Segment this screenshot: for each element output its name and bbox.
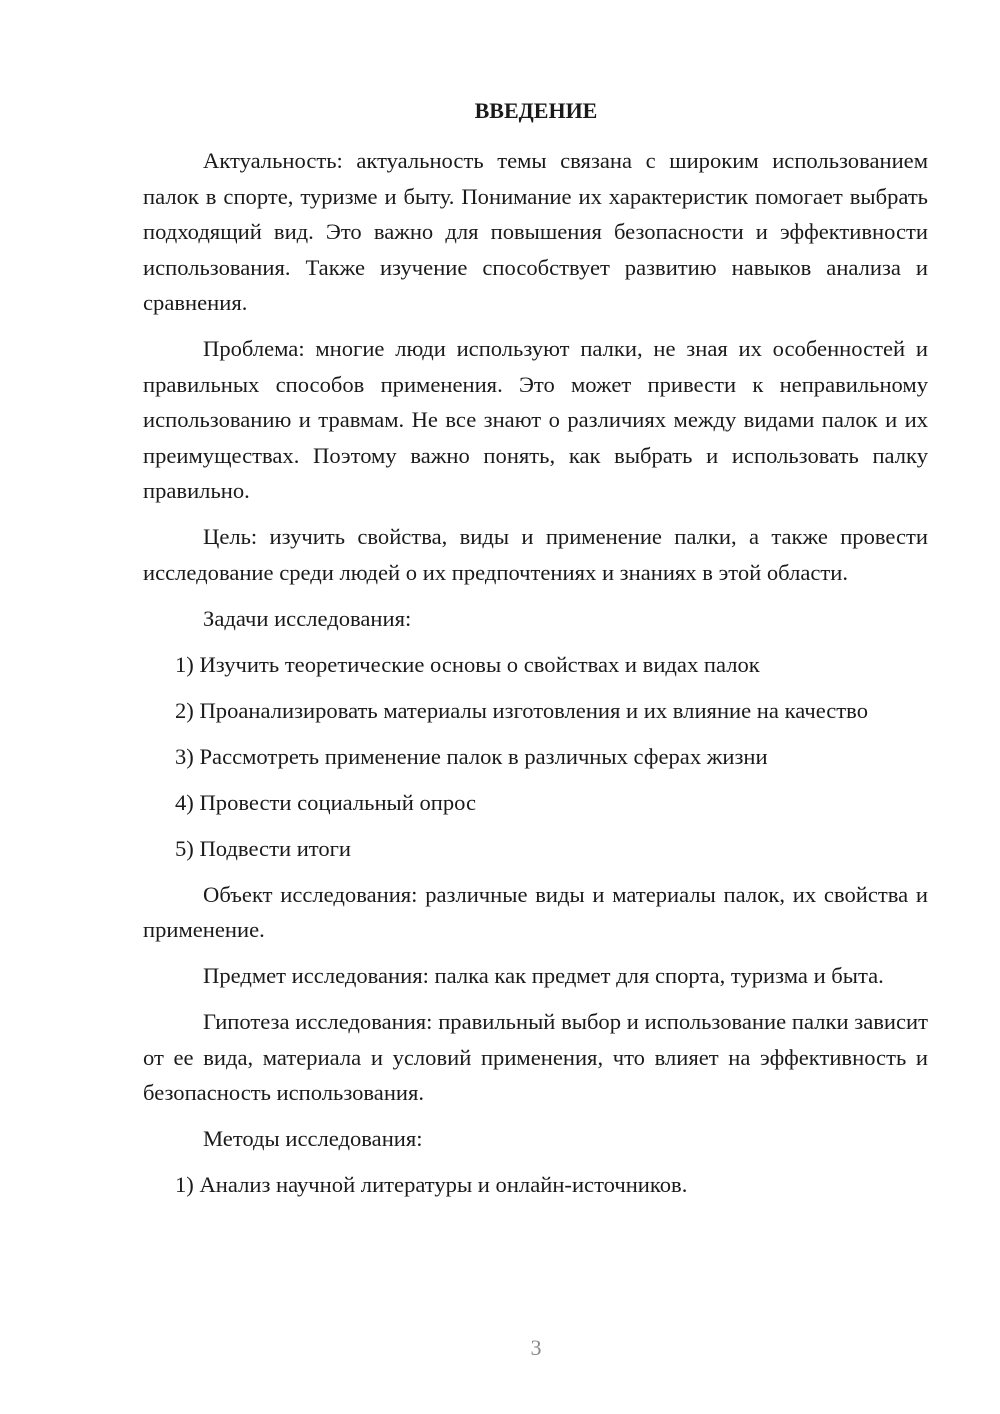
document-body: [143, 143, 928, 1213]
task-item: 2) Проанализировать материалы изготовления и их влияние на качество: [175, 697, 868, 723]
page-number: 3: [530, 1335, 542, 1360]
task-item: 3) Рассмотреть применение палок в различных сферах жизни: [175, 743, 768, 769]
method-item: 1) Анализ научной литературы и онлайн-источников.: [175, 1172, 688, 1197]
relevance-paragraph: Актуальность: актуальность темы связана с широким использованием палок в спорте, туризме и быту. Понимание их характеристик помогает выбрать подходящий вид. Это важно для повышения безопасности и эффективности использования. Также изучение способствует развитию навыков анализа и сравнения.: [143, 148, 928, 315]
hypothesis-paragraph: Гипотеза исследования: правильный выбор и использование палки зависит от ее вида, материала и условий применения, что влияет на эффективность и безопасность использования.: [143, 1009, 928, 1105]
methods-heading: Методы исследования:: [203, 1126, 423, 1151]
task-item: 1) Изучить теоретические основы о свойствах и видах палок: [175, 651, 760, 677]
tasks-heading: Задачи исследования:: [203, 605, 412, 631]
subject-paragraph: Предмет исследования: палка как предмет для спорта, туризма и быта.: [203, 963, 884, 988]
task-item: 4) Провести социальный опрос: [175, 789, 477, 815]
problem-paragraph: Проблема: многие люди используют палки, не зная их особенностей и правильных способов применения. Это может привести к неправильному использованию и травмам. Не все знают о различиях между видами палок и их преимуществах. Поэтому важно понять, как выбрать и использовать палку правильно.: [143, 336, 928, 503]
page-title: ВВЕДЕНИЕ: [474, 98, 598, 123]
object-paragraph: Объект исследования: различные виды и материалы палок, их свойства и применение.: [143, 881, 928, 942]
task-item: 5) Подвести итоги: [175, 835, 352, 861]
goal-paragraph: Цель: изучить свойства, виды и применение палки, а также провести исследование среди людей о их предпочтениях и знаниях в этой области.: [143, 524, 928, 585]
